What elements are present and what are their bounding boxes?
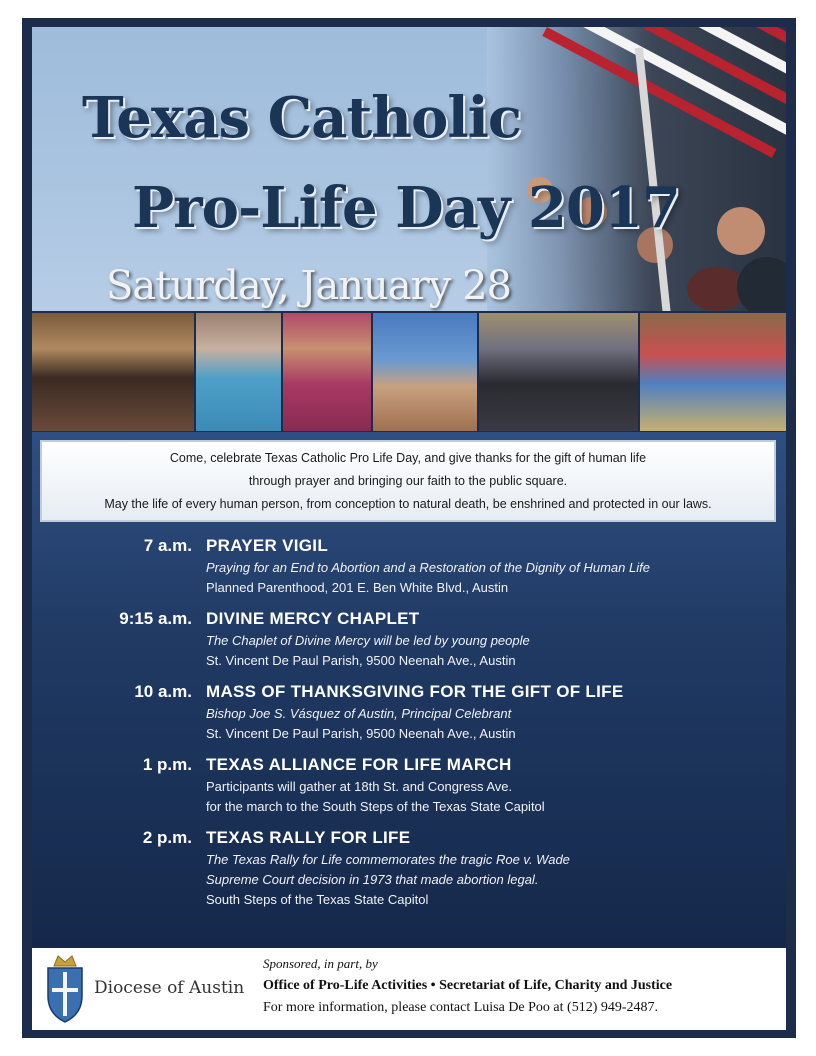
title-line-2: Pro-Life Day 2017 [132, 175, 680, 241]
schedule-title: TEXAS RALLY FOR LIFE [206, 828, 411, 847]
photo-strip [32, 313, 786, 431]
footer [32, 948, 786, 1030]
intro-line-1: Come, celebrate Texas Catholic Pro Life Day, and give thanks for the gift of human life [169, 451, 647, 465]
schedule-detail: The Texas Rally for Life commemorates the tragic Roe v. Wade [206, 852, 570, 867]
schedule-item [40, 682, 760, 755]
schedule-item [40, 828, 760, 918]
schedule-detail: for the march to the South Steps of the Texas State Capitol [206, 799, 545, 814]
schedule-detail: Participants will gather at 18th St. and Congress Ave. [206, 779, 513, 794]
schedule-time: 9:15 a.m. [119, 609, 192, 628]
schedule-time: 10 a.m. [134, 682, 192, 701]
schedule-detail: Bishop Joe S. Vásquez of Austin, Principal Celebrant [206, 706, 512, 721]
schedule-detail: The Chaplet of Divine Mercy will be led by young people [206, 633, 530, 648]
bishop-portrait-photo [283, 313, 371, 431]
state-capitol-photo [373, 313, 477, 431]
schedule-detail: Supreme Court decision in 1973 that made abortion legal. [206, 872, 539, 887]
schedule-item [40, 609, 760, 682]
schedule-title: MASS OF THANKSGIVING FOR THE GIFT OF LIFE [206, 682, 624, 701]
schedule-detail: Praying for an End to Abortion and a Restoration of the Dignity of Human Life [206, 560, 650, 575]
schedule-detail: South Steps of the Texas State Capitol [206, 892, 429, 907]
schedule-title: PRAYER VIGIL [206, 536, 329, 555]
intro-line-2: through prayer and bringing our faith to the public square. [248, 474, 568, 488]
schedule-title: TEXAS ALLIANCE FOR LIFE MARCH [206, 755, 512, 774]
schedule-detail: St. Vincent De Paul Parish, 9500 Neenah Ave., Austin [206, 653, 516, 668]
schedule-time: 1 p.m. [142, 755, 192, 774]
schedule-list [40, 536, 760, 918]
diocese-name: Diocese of Austin [94, 978, 245, 998]
schedule-detail: Planned Parenthood, 201 E. Ben White Blvd., Austin [206, 580, 509, 595]
intro-box [40, 440, 776, 522]
contact-line: For more information, please contact Luisa De Poo at (512) 949-2487. [263, 1000, 659, 1015]
sponsored-label: Sponsored, in part, by [263, 956, 378, 971]
hero-banner [32, 27, 786, 311]
intro-line-3: May the life of every human person, from conception to natural death, be enshrined and protected in our laws. [104, 497, 712, 511]
march-participants-photo [640, 313, 786, 431]
schedule-item [40, 755, 760, 828]
title-line-1: Texas Catholic [82, 85, 522, 151]
procession-photo [479, 313, 639, 431]
diocese-crest-icon [40, 952, 90, 1024]
schedule-detail: St. Vincent De Paul Parish, 9500 Neenah Ave., Austin [206, 726, 516, 741]
schedule-item [40, 536, 760, 609]
schedule-time: 7 a.m. [143, 536, 192, 555]
schedule-title: DIVINE MERCY CHAPLET [206, 609, 420, 628]
schedule-time: 2 p.m. [142, 828, 192, 847]
sponsors-line: Office of Pro-Life Activities • Secretariat of Life, Charity and Justice [263, 978, 673, 993]
crowd-church-photo [32, 313, 194, 431]
youth-tshirt-photo [196, 313, 282, 431]
event-date: Saturday, January 28 [106, 263, 511, 309]
